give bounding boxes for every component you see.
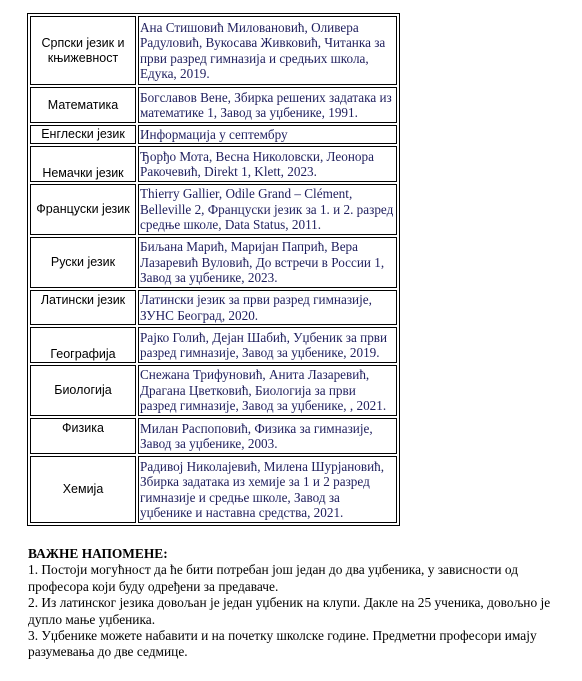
table-row <box>30 146 397 182</box>
table-row <box>30 290 397 325</box>
note-item: 3. Уџбенике можете набавити и на почетку школске године. Предметни професори имају разумевања до две седмице. <box>28 628 537 660</box>
textbook-cell: Снежана Трифуновић, Анита Лазаревић, Драгана Цветковић, Биологија за први разред гимназије, Завод за уџбенике, , 2021. <box>138 365 397 416</box>
table-row <box>30 237 397 288</box>
textbook-cell: Милан Распоповић, Физика за гимназије, Завод за уџбенике, 2003. <box>138 418 397 454</box>
subject-cell: Енглески језик <box>30 125 136 144</box>
textbook-cell: Ђорђо Мота, Весна Николовски, Леонора Ракочевић, Direkt 1, Klett, 2023. <box>138 146 397 182</box>
important-notes <box>28 546 568 661</box>
textbook-cell: Латински језик за први разред гимназије, ЗУНС Београд, 2020. <box>138 290 397 325</box>
textbook-cell: Информација у септембру <box>138 125 397 144</box>
textbook-cell: Thierry Gallier, Odile Grand – Clément, Belleville 2, Француски језик за 1. и 2. разред средње школе, Data Status, 2011. <box>138 184 397 235</box>
subject-cell: Француски језик <box>30 184 136 235</box>
textbook-cell: Ана Стишовић Миловановић, Оливера Радуловић, Вукосава Живковић, Читанка за први разред гимназија и средњих школа, Едука, 2019. <box>138 16 397 85</box>
subject-cell: Хемија <box>30 456 136 523</box>
textbook-cell: Биљана Марић, Маријан Папрић, Вера Лазаревић Вуловић, До встречи в России 1, Завод за уџбенике, 2023. <box>138 237 397 288</box>
subject-cell: Немачки језик <box>30 146 136 182</box>
table-row <box>30 184 397 235</box>
table-row <box>30 418 397 454</box>
table-row <box>30 365 397 416</box>
table-row <box>30 456 397 523</box>
textbook-cell: Богславов Вене, Збирка решених задатака из математике 1, Завод за уџбенике, 1991. <box>138 87 397 123</box>
subject-cell: Физика <box>30 418 136 454</box>
textbook-cell: Рајко Голић, Дејан Шабић, Уџбеник за први разред гимназије, Завод за уџбенике, 2019. <box>138 327 397 363</box>
table-row <box>30 16 397 85</box>
subject-cell: Руски језик <box>30 237 136 288</box>
subject-cell: Српски језик и књижевност <box>30 16 136 85</box>
table-row <box>30 125 397 144</box>
note-item: 2. Из латинског језика довољан је један уџбеник на клупи. Дакле на 25 ученика, довољно је дупло мање уџбеника. <box>28 595 551 627</box>
table-row <box>30 87 397 123</box>
textbook-cell: Радивој Николајевић, Милена Шурјановић, Збирка задатака из хемије за 1 и 2 разред гимназије и средње школе, Завод за уџбенике и наставна средства, 2021. <box>138 456 397 523</box>
note-item: 1. Постоји могућност да ће бити потребан још један до два уџбеника, у зависности од професора који буду одређени за предаваче. <box>28 562 519 594</box>
subject-cell: Латински језик <box>30 290 136 325</box>
subject-cell: Географија <box>30 327 136 363</box>
table-row <box>30 327 397 363</box>
notes-title: ВАЖНЕ НАПОМЕНЕ: <box>28 546 168 561</box>
subject-cell: Математика <box>30 87 136 123</box>
subject-cell: Биологија <box>30 365 136 416</box>
textbook-table <box>27 13 400 526</box>
